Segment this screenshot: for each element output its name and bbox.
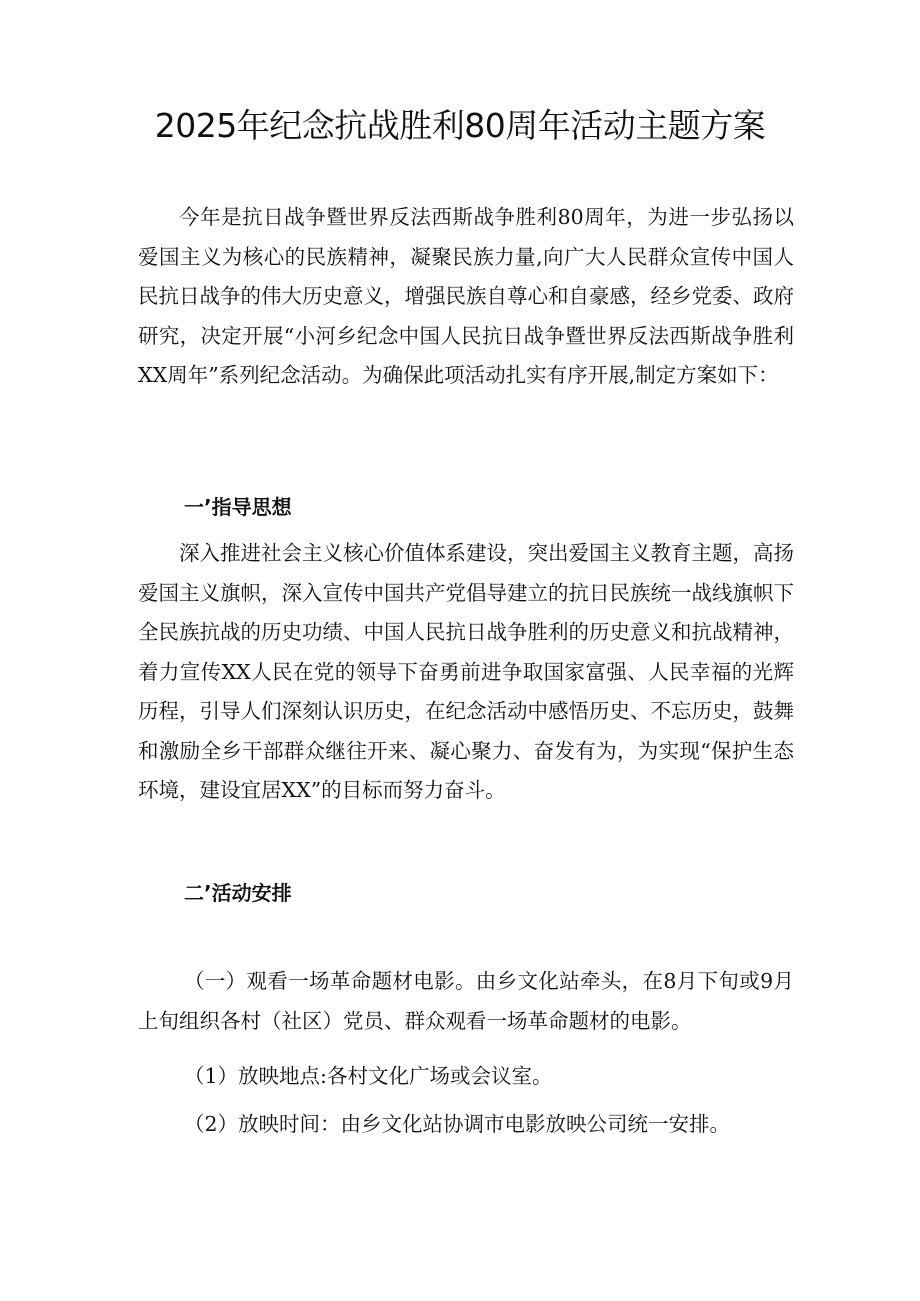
- activity-one-paragraph: （一）观看一场革命题材电影。由乡文化站牵头，在8月下旬或9月上旬组织各村（社区）党员、群众观看一场革命题材的电影。: [138, 969, 794, 1033]
- document-title: 2025年纪念抗战胜利80周年活动主题方案: [154, 106, 766, 145]
- section-heading-activity-arrangement: 二’活动安排: [184, 881, 292, 905]
- section-heading-guiding-ideology: 一’指导思想: [184, 495, 292, 519]
- guiding-ideology-paragraph: 深入推进社会主义核心价值体系建设，突出爱国主义教育主题，高扬爱国主义旗帜，深入宣传中国共产党倡导建立的抗日民族统一战线旗帜下全民族抗战的历史功绩、中国人民抗日战争胜利的历史意义和抗战精神，着力宣传XX人民在党的领导下奋勇前进争取国家富强、人民幸福的光辉历程，引导人们深刻认识历史，在纪念活动中感悟历史、不忘历史，鼓舞和激励全乡干部群众继往开来、凝心聚力、奋发有为，为实现“保护生态环境，建设宜居XX”的目标而努力奋斗。: [138, 541, 794, 802]
- screening-location-item: （1）放映地点:各村文化广场或会议室。: [184, 1064, 553, 1088]
- screening-time-item: （2）放映时间：由乡文化站协调市电影放映公司统一安排。: [184, 1112, 731, 1136]
- intro-paragraph: 今年是抗日战争暨世界反法西斯战争胜利80周年，为进一步弘扬以爱国主义为核心的民族精神，凝聚民族力量,向广大人民群众宣传中国人民抗日战争的伟大历史意义，增强民族自尊心和自豪感，经乡党委、政府研究，决定开展“小河乡纪念中国人民抗日战争暨世界反法西斯战争胜利XX周年”系列纪念活动。为确保此项活动扎实有序开展,制定方案如下：: [138, 205, 794, 387]
